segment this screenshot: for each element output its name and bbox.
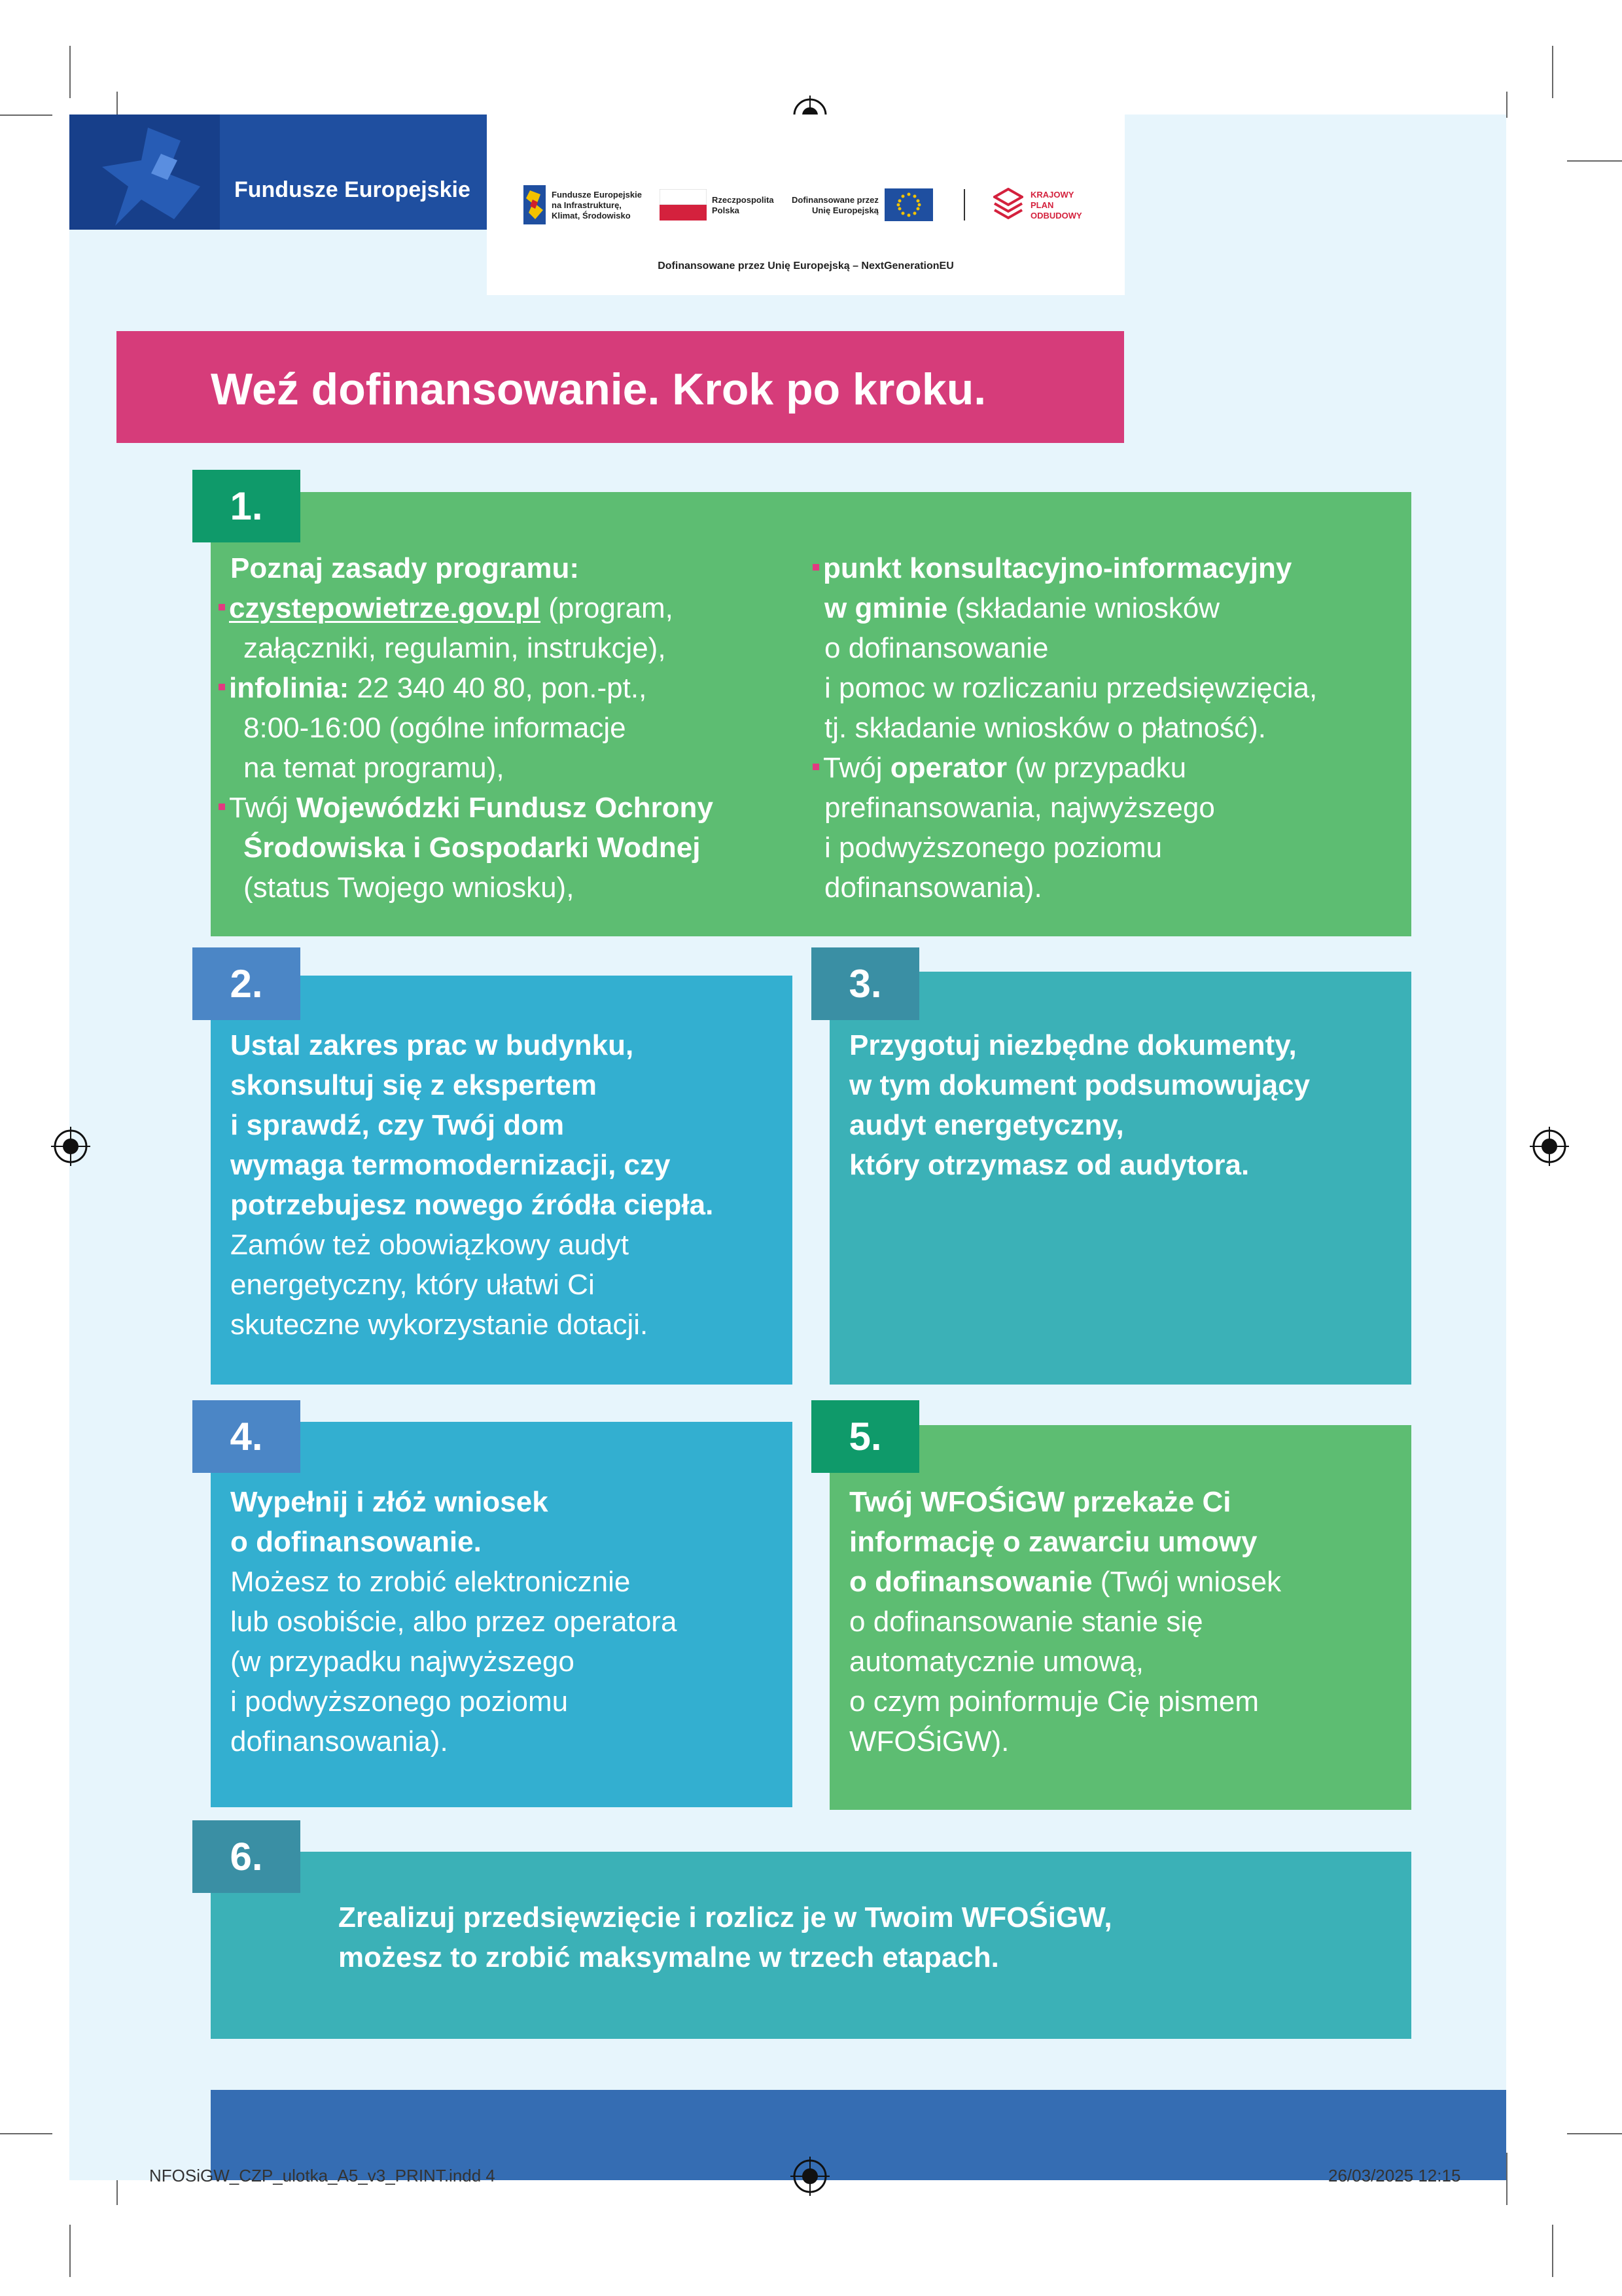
slug-filename: NFOSiGW_CZP_ulotka_A5_v3_PRINT.indd 4 (149, 2166, 495, 2185)
website-desc: (program, (540, 592, 673, 624)
step-5-line: automatycznie umową, (849, 1646, 1144, 1678)
operator-label: operator (890, 752, 1008, 784)
crop-mark (1506, 92, 1507, 118)
step-2-line: skonsultuj się z ekspertem (230, 1069, 597, 1101)
funding-caption: Dofinansowane przez Unię Europejską – NextGenerationEU (658, 260, 954, 272)
step-5-line: WFOŚiGW). (849, 1725, 1010, 1757)
crop-mark (1506, 2153, 1507, 2205)
consultation-point-2: w gminie (824, 592, 948, 624)
logo-divider (964, 189, 965, 221)
step-1-heading: Poznaj zasady programu: (230, 552, 580, 584)
slug-timestamp: 26/03/2025 12:15 (1328, 2166, 1461, 2185)
consultation-desc-4: tj. składanie wniosków o płatność). (824, 712, 1266, 744)
website-link[interactable]: czystepowietrze.gov.pl (229, 592, 540, 624)
step-5-line: o dofinansowanie stanie się (849, 1606, 1203, 1638)
step-5-badge: 5. (811, 1400, 919, 1473)
step-3-line: Przygotuj niezbędne dokumenty, (849, 1029, 1297, 1061)
page-title: Weź dofinansowanie. Krok po kroku. (211, 364, 987, 414)
crop-mark (1567, 2133, 1622, 2134)
fe-program-logo-text: Fundusze Europejskie na Infrastrukturę, Klimat, Środowisko (552, 190, 642, 221)
crop-mark (116, 92, 118, 118)
step-2-line: Ustal zakres prac w budynku, (230, 1029, 634, 1061)
crop-mark (1552, 46, 1553, 98)
crop-mark (69, 46, 71, 98)
fe-label: Fundusze Europejskie (234, 177, 470, 202)
eu-stars-icon (523, 185, 546, 224)
step-5-text (849, 1482, 1281, 1761)
step-4-line: lub osobiście, albo przez operatora (230, 1606, 677, 1638)
step-2-line: potrzebujesz nowego źródła ciepła. (230, 1189, 714, 1221)
rp-logo-text: Rzeczpospolita Polska (712, 195, 774, 215)
consultation-desc-2: o dofinansowanie (824, 632, 1049, 664)
hotline-desc-2: na temat programu), (243, 752, 504, 784)
step-4-badge: 4. (192, 1400, 300, 1473)
step-6-line: możesz to zrobić maksymalne w trzech etapach. (338, 1941, 999, 1973)
hotline-number: 22 340 40 80, pon.-pt., (349, 672, 647, 704)
step-2-line: energetyczny, który ułatwi Ci (230, 1269, 595, 1301)
step-6-line: Zrealizuj przedsięwzięcie i rozlicz je w Twoim WFOŚiGW, (338, 1901, 1112, 1934)
step-3-line: który otrzymasz od audytora. (849, 1149, 1250, 1181)
kpo-logo-icon (993, 188, 1023, 222)
operator-desc-3: i podwyższonego poziomu (824, 832, 1163, 864)
step-1-left-column (230, 548, 713, 908)
bullet-icon (219, 684, 225, 690)
crop-mark (1552, 2225, 1553, 2277)
step-3-text (849, 1025, 1310, 1185)
crop-mark (0, 2133, 52, 2134)
wfos-prefix: Twój (229, 792, 296, 824)
consultation-desc: (składanie wniosków (947, 592, 1220, 624)
step-2-badge: 2. (192, 947, 300, 1020)
bullet-icon (219, 604, 225, 610)
step-4-line: dofinansowania). (230, 1725, 448, 1757)
wfos-name-2: Środowiska i Gospodarki Wodnej (243, 832, 701, 864)
step-3-line: w tym dokument podsumowujący (849, 1069, 1311, 1101)
eu-logo-text: Dofinansowane przez Unię Europejską (792, 195, 879, 215)
consultation-point: punkt konsultacyjno-informacyjny (823, 552, 1292, 584)
eu-flag-icon (885, 188, 933, 221)
step-2-line: wymaga termomodernizacji, czy (230, 1149, 671, 1181)
step-6-badge: 6. (192, 1820, 300, 1893)
step-3-badge: 3. (811, 947, 919, 1020)
website-desc-2: załączniki, regulamin, instrukcje), (243, 632, 666, 664)
hotline-desc: 8:00-16:00 (ogólne informacje (243, 712, 626, 744)
step-4-text (230, 1482, 677, 1761)
wfos-desc: (status Twojego wniosku), (243, 872, 574, 904)
step-4-line: o dofinansowanie. (230, 1526, 482, 1558)
operator-desc-4: dofinansowania). (824, 872, 1042, 904)
step-4-line: Możesz to zrobić elektronicznie (230, 1566, 631, 1598)
hotline-label: infolinia: (229, 672, 349, 704)
consultation-desc-3: i pomoc w rozliczaniu przedsięwzięcia, (824, 672, 1318, 704)
bullet-icon (813, 564, 819, 571)
registration-mark-icon (790, 2157, 830, 2196)
step-4-line: Wypełnij i złóż wniosek (230, 1486, 548, 1518)
step-4-line: (w przypadku najwyższego (230, 1646, 574, 1678)
crop-mark (1567, 160, 1622, 162)
operator-prefix: Twój (823, 752, 890, 784)
step-2-line: skuteczne wykorzystanie dotacji. (230, 1309, 648, 1341)
step-3-line: audyt energetyczny, (849, 1109, 1124, 1141)
step-5-line: o czym poinformuje Cię pismem (849, 1686, 1259, 1718)
step-5-line: informację o zawarciu umowy (849, 1526, 1258, 1558)
kpo-logo-text: KRAJOWY PLAN ODBUDOWY (1031, 190, 1082, 221)
operator-desc: (w przypadku (1007, 752, 1187, 784)
bullet-icon (219, 804, 225, 810)
fe-logo-icon (69, 115, 220, 230)
step-2-line: i sprawdź, czy Twój dom (230, 1109, 565, 1141)
crop-mark (0, 115, 52, 116)
step-1-badge: 1. (192, 470, 300, 542)
step-5-line: (Twój wniosek (1092, 1566, 1282, 1598)
crop-mark (69, 2225, 71, 2277)
step-1-right-column (824, 548, 1317, 908)
registration-mark-icon (51, 1127, 90, 1166)
step-2-line: Zamów też obowiązkowy audyt (230, 1229, 629, 1261)
bullet-icon (813, 764, 819, 770)
step-5-line: Twój WFOŚiGW przekaże Ci (849, 1486, 1231, 1518)
step-5-line: o dofinansowanie (849, 1566, 1093, 1598)
registration-mark-icon (1530, 1127, 1569, 1166)
wfos-name: Wojewódzki Fundusz Ochrony (296, 792, 713, 824)
title-bar (116, 331, 1124, 443)
polish-flag-icon (660, 189, 707, 221)
step-2-text (230, 1025, 713, 1345)
step-6-text (338, 1898, 1112, 1977)
step-4-line: i podwyższonego poziomu (230, 1686, 569, 1718)
operator-desc-2: prefinansowania, najwyższego (824, 792, 1215, 824)
